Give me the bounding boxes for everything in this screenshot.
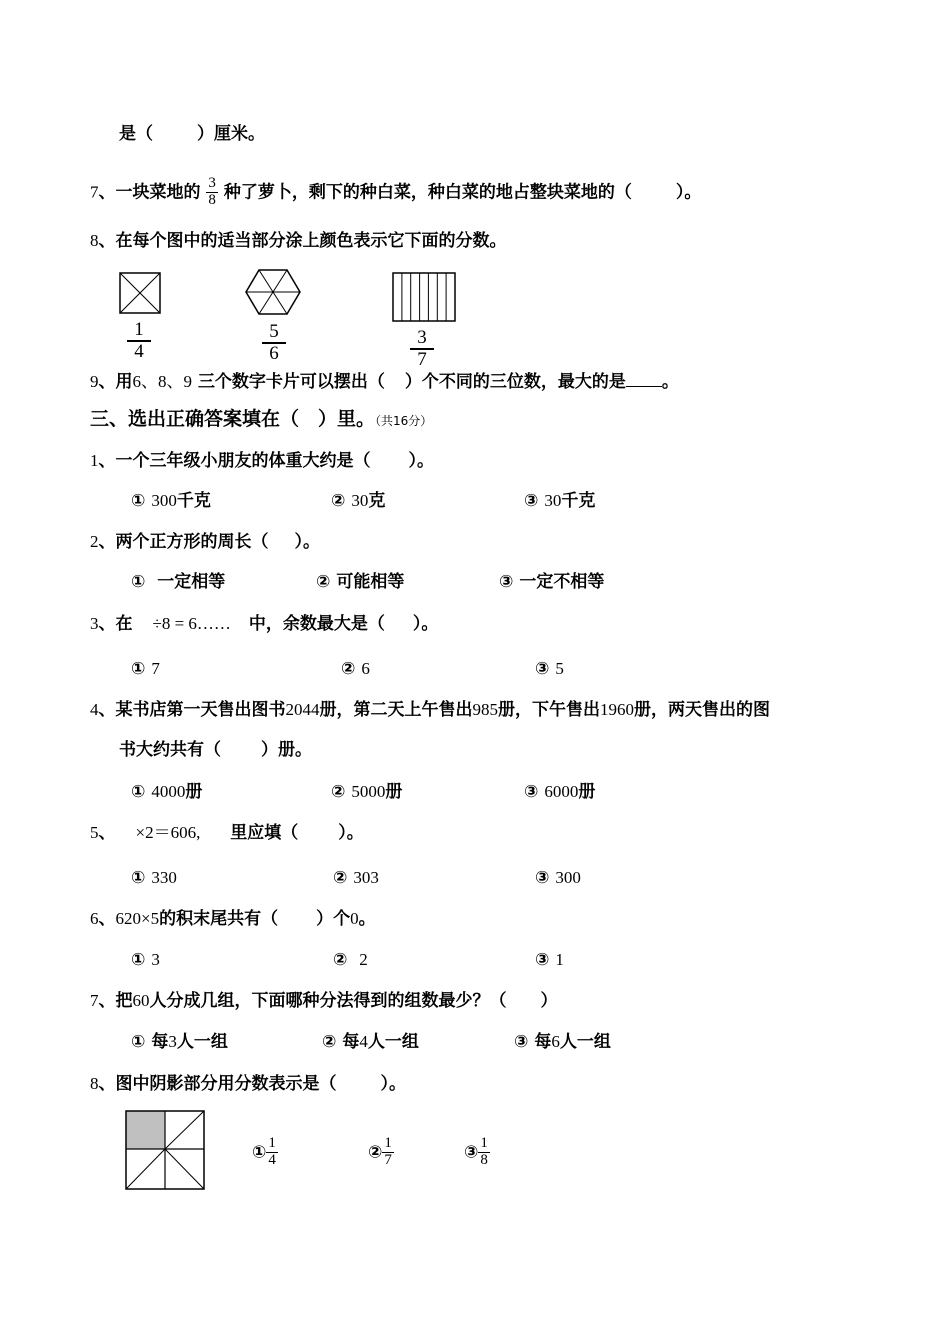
question-8: 8、在每个图中的适当部分涂上颜色表示它下面的分数。 <box>90 231 507 251</box>
question-3-2: 2、两个正方形的周长（ ）。 <box>90 532 320 552</box>
question-3-3: 3、在 ÷8 = 6…… 中，余数最大是（ ）。 <box>90 614 439 634</box>
option-3: ③ $\frac{1}{8}$ <box>464 1135 488 1168</box>
fraction: $\frac{3}{8}$ <box>208 175 216 208</box>
fraction-5-6: 5 6 <box>262 322 286 364</box>
option-1: ① 每3人一组 <box>131 1032 228 1052</box>
fraction-3-7: 3 7 <box>410 328 434 370</box>
question-3-5: 5、 ×2＝606, 里应填（ ）。 <box>90 823 364 843</box>
option-3: ③ 5 <box>535 659 564 679</box>
option-2: ② 303 <box>333 868 379 888</box>
option-2: ② $\frac{1}{7}$ <box>368 1135 392 1168</box>
square-shape <box>118 271 162 315</box>
option-1: ① $\frac{1}{4}$ <box>252 1135 276 1168</box>
question-3-8: 8、图中阴影部分用分数表示是（ ）。 <box>90 1074 406 1094</box>
option-1: ① 4000册 <box>131 782 203 802</box>
option-2: ② 6 <box>341 659 370 679</box>
option-1: ① 一定相等 <box>131 572 226 592</box>
question-9: 9、用6、8、9 三个数字卡片可以摆出（ ）个不同的三位数，最大的是 。 <box>90 372 679 392</box>
option-3: ③ 30千克 <box>524 491 596 511</box>
hexagon-shape <box>244 267 302 317</box>
section-3-title: 三、选出正确答案填在（ ）里。（共16分） <box>90 408 433 430</box>
question-3-4-line2: 书大约共有（ ）册。 <box>119 740 312 760</box>
option-1: ① 300千克 <box>131 491 211 511</box>
question-3-6: 6、620×5的积末尾共有（ ）个0。 <box>90 909 376 929</box>
fraction-1-4: 1 4 <box>127 320 151 362</box>
option-2: ② 5000册 <box>331 782 403 802</box>
option-1: ① 3 <box>131 950 160 970</box>
option-1: ① 7 <box>131 659 160 679</box>
option-2: ② 2 <box>333 950 368 970</box>
option-3: ③ 6000册 <box>524 782 596 802</box>
question-3-1: 1、一个三年级小朋友的体重大约是（ ）。 <box>90 451 434 471</box>
option-3: ③ 每6人一组 <box>514 1032 611 1052</box>
option-2: ② 可能相等 <box>316 572 405 592</box>
option-1: ① 330 <box>131 868 177 888</box>
question-3-7: 7、把60人分成几组，下面哪种分法得到的组数最少？（ ） <box>90 991 558 1011</box>
q6-tail: 是（ ）厘米。 <box>119 124 265 144</box>
question-7: 7、一块菜地的 $\frac{3}{8}$ 种了萝卜，剩下的种白菜，种白菜的地占整块菜地的（ ）。 <box>90 175 702 208</box>
question-3-4: 4、某书店第一天售出图书2044册，第二天上午售出985册，下午售出1960册，两天售出的图 <box>90 700 770 720</box>
option-2: ② 每4人一组 <box>322 1032 419 1052</box>
rectangle-strips-shape <box>391 271 457 323</box>
option-3: ③ 1 <box>535 950 564 970</box>
option-3: ③ 300 <box>535 868 581 888</box>
option-2: ② 30克 <box>331 491 386 511</box>
shaded-square-figure <box>124 1109 206 1191</box>
option-3: ③ 一定不相等 <box>499 572 605 592</box>
